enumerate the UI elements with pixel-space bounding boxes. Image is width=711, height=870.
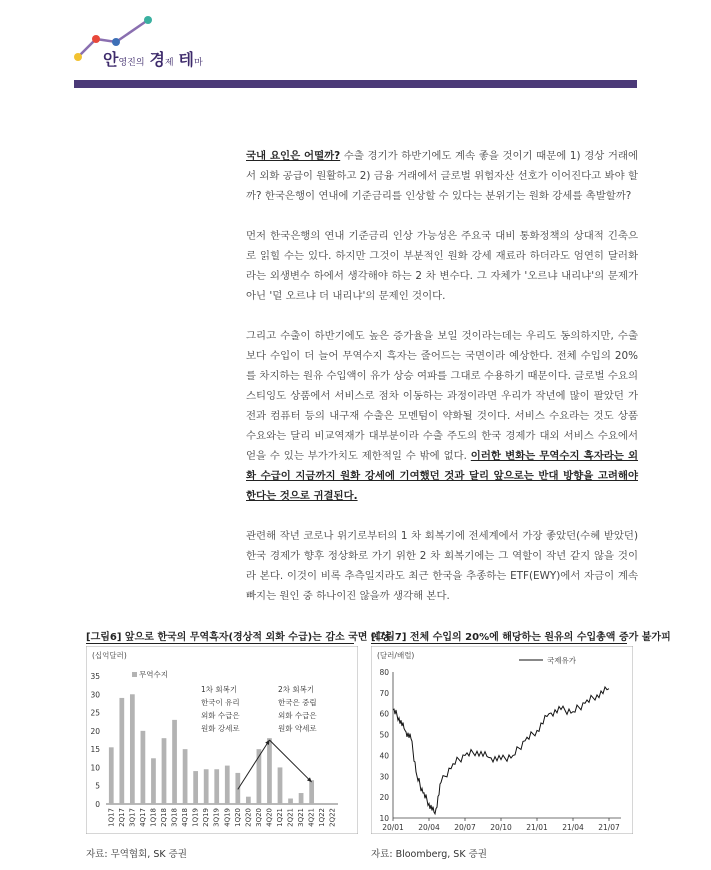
fig6-xtick-label: 4Q17: [138, 808, 147, 827]
fig7-xtick-label: 21/07: [598, 823, 620, 832]
fig6-ytick-label: 25: [90, 708, 100, 718]
fig6-rule: [86, 643, 354, 644]
fig7-ytick-label: 70: [379, 688, 389, 698]
fig6-xtick-label: 3Q21: [297, 808, 306, 827]
fig6-source: 자료: 무역협회, SK 증권: [86, 849, 187, 860]
fig7-chart: [371, 646, 633, 834]
fig6-xtick-label: 4Q21: [307, 808, 316, 827]
fig6-xtick-label: 4Q18: [181, 808, 190, 827]
fig7-ytick-label: 20: [379, 793, 389, 803]
fig6-ytick-label: 5: [95, 781, 100, 791]
paragraph-1-text: 수출 경기가 하반기에도 계속 좋을 것이기 때문에 1) 경상 거래에서 외화 공급이 원활하고 2) 금융 거래에서 글로벌 위험자산 선호가 이어진다고 봐야 할까? 한국은행이 연내에 기준금리를 인상할 수 있다는 분위기는 원화 강세를 촉발할까?: [246, 150, 639, 202]
fig6-bar: [225, 766, 230, 804]
fig6-xtick-label: 1Q17: [107, 808, 116, 827]
fig6-bar: [246, 797, 251, 804]
fig6-bar: [172, 720, 177, 804]
fig6-xtick-label: 3Q19: [212, 808, 221, 827]
fig7-source: 자료: Bloomberg, SK 증권: [371, 849, 487, 860]
fig6-ytick-label: 20: [90, 726, 100, 736]
paragraph-4: 관련해 작년 코로나 위기로부터의 1 차 회복기에 전세계에서 가장 좋았던(수혜 받았던) 한국 경제가 향후 정상화로 가기 위한 2 차 회복기에는 그 역할이 작년 같지 않을 것이라 본다. 이것이 비록 추측일지라도 최근 한국을 추종하는 ETF(EWY)에서 자금이 계속 빠지는 원인 중 하나이진 않을까 생각해 본다.: [246, 530, 638, 602]
fig6-annotation-1: 한국이 유리: [201, 698, 240, 707]
fig6-bar: [130, 694, 135, 804]
paragraph-3: [246, 326, 638, 506]
paragraph-3-highlight: 이러한 변화는 무역수지 흑자라는 외화 수급이 지금까지 원화 강세에 기여했던 것과 달리 앞으로는 반대 방향을 고려해야 한다는 것으로 귀결된다.: [246, 450, 639, 502]
fig6-bar: [119, 698, 124, 804]
fig7-ytick-label: 10: [379, 814, 389, 823]
fig6-xtick-label: 2Q18: [160, 808, 168, 827]
fig6-bar: [204, 769, 209, 804]
fig6-ytick-label: 30: [90, 690, 100, 700]
fig6-bar: [183, 749, 188, 804]
fig6-bar: [309, 780, 314, 804]
fig7-rule: [371, 643, 627, 644]
fig6-annotation-1: 외화 수급은: [201, 711, 240, 720]
fig7-xtick-label: 21/01: [526, 823, 548, 832]
fig6-unit: (십억달러): [92, 651, 127, 660]
fig6-xtick-label: 1Q18: [149, 808, 158, 827]
fig6-trend-arrow: [238, 740, 270, 789]
paragraph-3-text: 그리고 수출이 하반기에도 높은 증가율을 보일 것이라는데는 우리도 동의하지만, 수출보다 수입이 더 늘어 무역수지 흑자는 줄어드는 국면이라 예상한다. 전체 수입의 20%를 차지하는 원유 수입액이 유가 상승 여파를 그대로 수용하기 때문이다. 글로벌 수요의 스티잉도 상품에서 서비스로 점차 이동하는 과정이라면 우리가 작년에 많이 팔았던 가전과 컴퓨터 등의 내구재 수출은 모멘텀이 약화될 것이다. 서비스 수요라는 것도 상품 수요와는 달리 비교역재가 대부분이라 수출 주도의 한국 경제가 대외 서비스 수요에서 얻을 수 있는 부가가치도 제한적일 수 밖에 없다.: [246, 330, 638, 462]
fig6-xtick-label: 4Q19: [223, 808, 232, 827]
fig6-annotation-2: 2차 회복기: [278, 685, 315, 694]
fig6-bar: [278, 767, 283, 804]
fig7-xtick-label: 20/07: [454, 823, 476, 832]
fig7-legend-label: 국제유가: [547, 656, 576, 665]
fig6-xtick-label: 1Q21: [276, 808, 284, 827]
header-bar: [74, 80, 637, 88]
fig6-xtick-label: 1Q19: [191, 808, 200, 827]
logo-text: 안영진의 경제 테마: [103, 50, 203, 69]
fig6-ytick-label: 10: [90, 763, 100, 773]
fig7-ytick-label: 50: [379, 730, 389, 740]
fig6-xtick-label: 2Q19: [202, 808, 211, 827]
fig7-ytick-label: 80: [379, 668, 389, 677]
fig6-ytick-label: 15: [90, 745, 100, 755]
fig6-bar: [214, 769, 219, 804]
fig6-annotation-2: 외화 수급은: [278, 711, 317, 720]
fig6-xtick-label: 1Q20: [233, 808, 242, 827]
fig6-xtick-label: 2Q20: [244, 808, 253, 827]
fig7-series-line: [393, 687, 609, 814]
paragraph-1: [246, 146, 638, 206]
fig6-bar: [299, 793, 304, 804]
fig6-ytick-label: 35: [90, 672, 100, 681]
fig6-chart: [86, 646, 358, 834]
fig7-ytick-label: 30: [379, 772, 389, 782]
fig6-xtick-label: 2Q17: [117, 808, 126, 827]
paragraph-2: 먼저 한국은행의 연내 기준금리 인상 가능성은 주요국 대비 통화정책의 상대적 긴축으로 읽힐 수는 있다. 하지만 그것이 부분적인 원화 강세 재료라 하더라도 엄연히 달러화라는 외생변수 하에서 생각해야 하는 2 차 변수다. 그 자체가 '오르냐 내리냐'의 문제가 아닌 '덜 오르냐 더 내리냐'의 문제인 것이다.: [246, 230, 638, 302]
fig7-title: [그림7] 전체 수입의 20%에 해당하는 원유의 수입총액 증가 불가피: [371, 632, 671, 643]
fig6-annotation-2: 원화 약세로: [278, 724, 317, 733]
fig7-xtick-label: 20/01: [382, 823, 404, 832]
fig6-legend-swatch: [132, 672, 137, 677]
fig7-xtick-label: 20/04: [418, 823, 440, 832]
fig7-frame: [371, 646, 633, 834]
fig6-bar: [193, 771, 198, 804]
fig7-xtick-label: 20/10: [490, 823, 512, 832]
fig6-xtick-label: 3Q18: [170, 808, 179, 827]
fig7-ytick-label: 60: [379, 709, 389, 719]
fig6-bar: [151, 758, 156, 804]
fig6-xtick-label: 3Q20: [254, 808, 263, 827]
fig6-title: [그림6] 앞으로 한국의 무역흑자(경상적 외화 수급)는 감소 국면 예상: [86, 632, 391, 643]
fig6-xtick-label: 1Q22: [318, 808, 327, 827]
fig6-annotation-1: 원화 강세로: [201, 724, 240, 733]
article-body: [246, 146, 638, 626]
fig6-frame: [86, 646, 358, 834]
fig6-trend-arrow: [269, 740, 311, 782]
fig7-ytick-label: 40: [379, 751, 389, 761]
fig6-ytick-label: 0: [95, 800, 100, 809]
fig7-unit: (달러/배럴): [377, 651, 415, 660]
fig6-bar: [288, 799, 293, 804]
fig6-bar: [162, 738, 167, 804]
fig6-xtick-label: 4Q20: [265, 808, 274, 827]
paragraph-1-lead: 국내 요인은 어떨까?: [246, 150, 341, 162]
fig6-xtick-label: 2Q21: [286, 808, 295, 827]
fig6-bar: [267, 738, 272, 804]
fig6-legend-label: 무역수지: [139, 670, 168, 679]
fig7-xtick-label: 21/04: [562, 823, 584, 832]
fig6-annotation-1: 1차 회복기: [201, 685, 238, 694]
fig6-xtick-label: 3Q17: [128, 808, 137, 827]
fig6-annotation-2: 한국은 중립: [278, 698, 317, 707]
fig6-bar: [141, 731, 146, 804]
fig6-xtick-label: 2Q22: [328, 808, 337, 827]
fig6-bar: [109, 747, 114, 804]
